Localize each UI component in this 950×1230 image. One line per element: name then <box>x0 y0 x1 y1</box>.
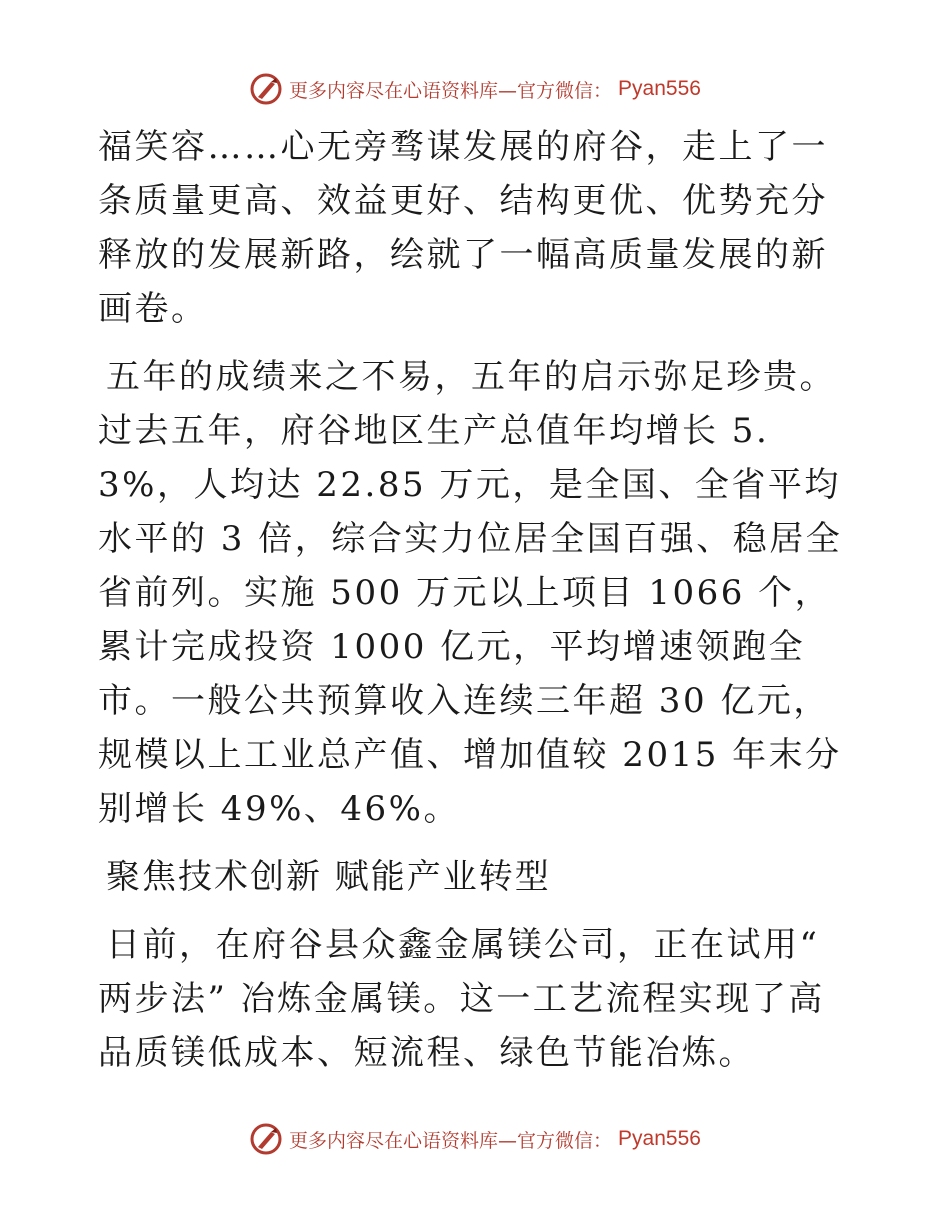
banner-wechat-id: Pyan556 <box>618 77 701 100</box>
paragraph-3: 日前，在府谷县众鑫金属镁公司，正在试用“ 两步法” 冶炼金属镁。这一工艺流程实现了高品质镁低成本、短流程、绿色节能冶炼。 <box>98 925 825 1073</box>
paragraph-1: 福笑容……心无旁骛谋发展的府谷，走上了一条质量更高、效益更好、结构更优、优势充分释放的发展新路，绘就了一幅高质量发展的新画卷。 <box>98 127 828 329</box>
document-body <box>98 120 858 1094</box>
banner-text: 更多内容尽在心语资料库—官方微信： <box>289 79 613 102</box>
footer-banner <box>0 1122 950 1156</box>
header-banner <box>0 72 950 106</box>
paragraph-2: 五年的成绩来之不易，五年的启示弥足珍贵。过去五年，府谷地区生产总值年均增长 5.3%，人均达 22.85 万元，是全国、全省平均水平的 3 倍，综合实力位居全国百强、稳居全省前列。实施 500 万元以上项目 1066 个，累计完成投资 1000 亿元，平均增速领跑全市。一般公共预算收入连续三年超 30 亿元，规模以上工业总产值、增加值较 2015 年末分别增长 49%、46%。 <box>98 357 843 829</box>
quill-pen-logo-icon <box>249 72 283 106</box>
quill-pen-logo-icon <box>249 1122 283 1156</box>
banner-wechat-id: Pyan556 <box>618 1127 701 1150</box>
banner-text: 更多内容尽在心语资料库—官方微信： <box>289 1129 613 1152</box>
section-heading: 聚焦技术创新 赋能产业转型 <box>106 857 551 897</box>
